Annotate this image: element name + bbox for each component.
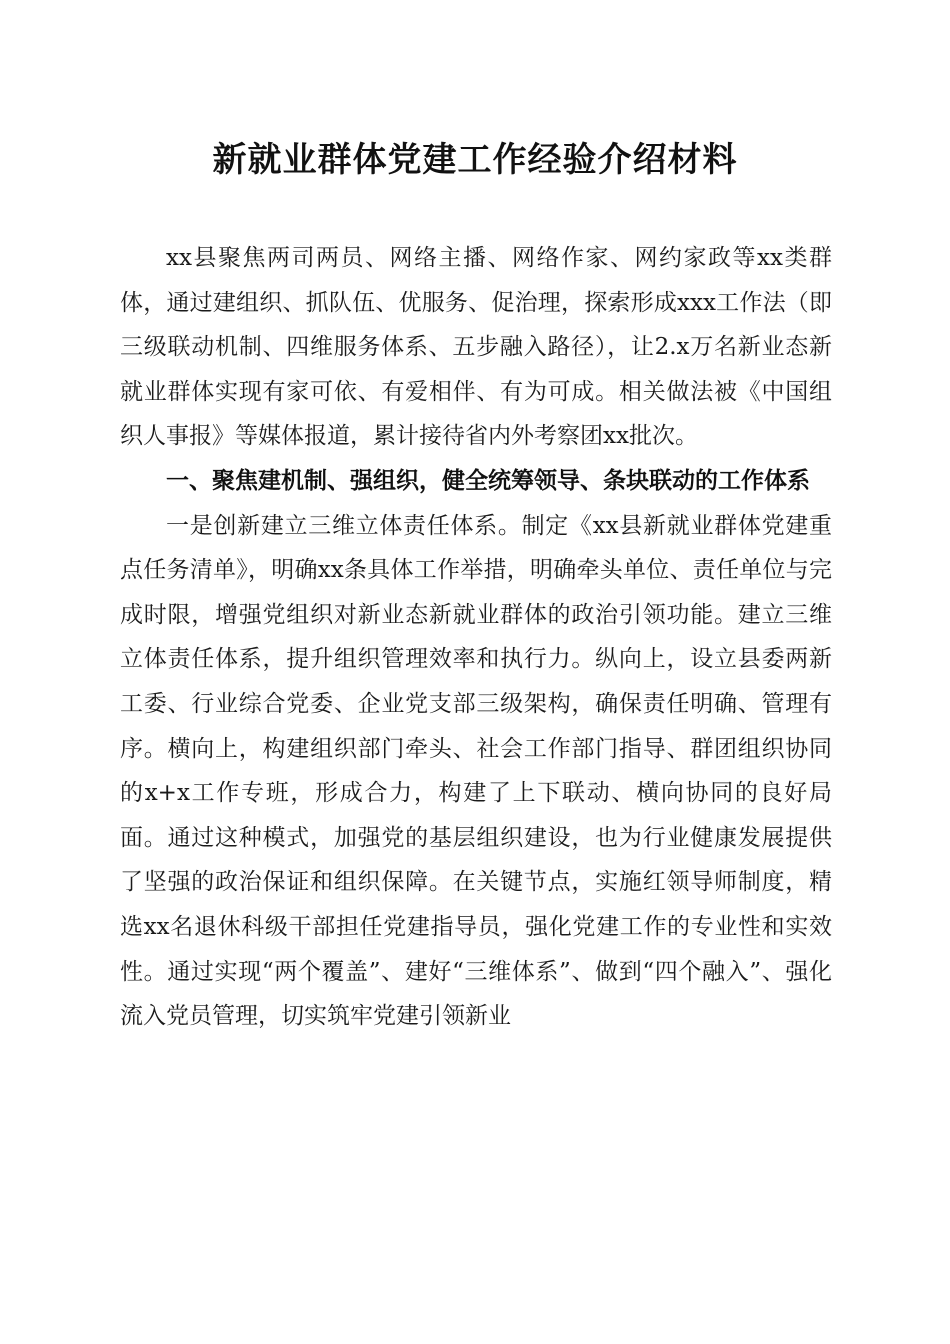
section1-paragraph-1: 一是创新建立三维立体责任体系。制定《xx县新就业群体党建重点任务清单》，明确xx条具体工作举措，明确牵头单位、责任单位与完成时限，增强党组织对新业态新就业群体的政治引领功能。建立三维立体责任体系，提升组织管理效率和执行力。纵向上，设立县委两新工委、行业综合党委、企业党支部三级架构，确保责任明确、管理有序。横向上，构建组织部门牵头、社会工作部门指导、群团组织协同的x+x工作专班，形成合力，构建了上下联动、横向协同的良好局面。通过这种模式，加强党的基层组织建设，也为行业健康发展提供了坚强的政治保证和组织保障。在关键节点，实施红领导师制度，精选xx名退休科级干部担任党建指导员，强化党建工作的专业性和实效性。通过实现“两个覆盖”、建好“三维体系”、做到“四个融入”、强化流入党员管理，切实筑牢党建引领新业 [120, 512, 832, 1030]
document-title: 新就业群体党建工作经验介绍材料 [212, 140, 738, 180]
section-heading-1: 一、聚焦建机制、强组织，健全统筹领导、条块联动的工作体系 [166, 467, 810, 494]
intro-paragraph: xx县聚焦两司两员、网络主播、网络作家、网约家政等xx类群体，通过建组织、抓队伍、优服务、促治理，探索形成xxx工作法（即三级联动机制、四维服务体系、五步融入路径），让2.x万名新业态新就业群体实现有家可依、有爱相伴、有为可成。相关做法被《中国组织人事报》等媒体报道，累计接待省内外考察团xx批次。 [120, 245, 832, 450]
document-body [120, 236, 832, 1039]
